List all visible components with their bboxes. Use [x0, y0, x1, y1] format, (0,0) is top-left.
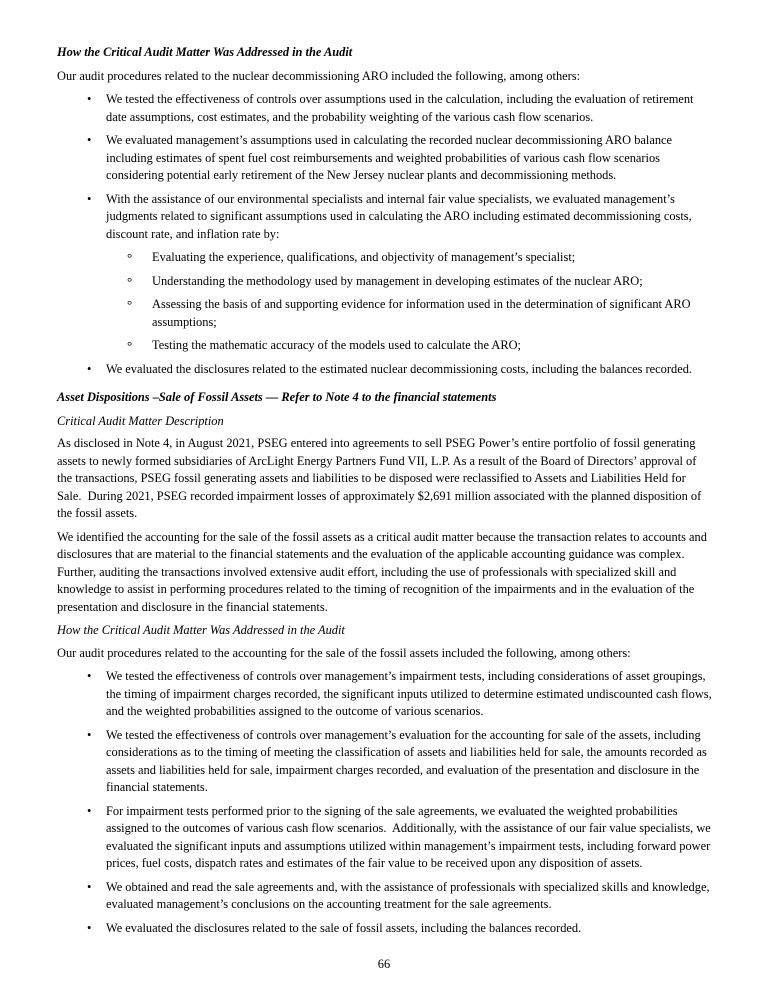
paragraph-fossil-disclosed: As disclosed in Note 4, in August 2021, PSEG entered into agreements to sell PSEG Power’s entire portfolio of fossil generating assets to newly formed subsidiaries of ArcLight Energy Partners Fund VII, L.P. As a result of the Board of Directors’ approval of the transactions, PSEG fossil generating assets and liabilities to be disposed were reclassified to Assets and Liabilities Held for Sale. During 2021, PSEG recorded impairment losses of approximately $2,691 million associated with the planned disposition of the fossil assets. — [57, 436, 705, 520]
bullet-marker: • — [87, 133, 92, 147]
sub-bullet-marker: ° — [127, 250, 133, 265]
bullet-item-nuclear-specialists — [57, 191, 713, 244]
bullet-item-fossil-disclosures — [57, 920, 713, 938]
sub-bullet-item-assessing — [57, 296, 713, 331]
bullet-marker: • — [87, 803, 92, 818]
sub-bullet-text: Evaluating the experience, qualifications, and objectivity of management’s specialist; — [152, 250, 576, 264]
bullet-marker: • — [87, 92, 92, 106]
bullet-text: With the assistance of our environmental specialists and internal fair value specialists, we evaluated management’s judgments related to significant assumptions used in calculating the ARO including estimated decommissioning costs, discount rate, and inflation rate by: — [106, 191, 695, 241]
paragraph-nuclear-intro: Our audit procedures related to the nuclear decommissioning ARO included the following, among others: — [57, 68, 581, 83]
bullet-item-fossil-impairment-controls — [57, 668, 713, 721]
sub-bullet-item-evaluating — [57, 249, 713, 267]
page-content — [57, 44, 713, 943]
subheading-how-addressed-fossil: How the Critical Audit Matter Was Addressed in the Audit — [57, 623, 345, 637]
bullet-marker: • — [87, 669, 92, 683]
sub-bullet-marker: ° — [127, 338, 133, 353]
bullet-text: We tested the effectiveness of controls over management’s impairment tests, including considerations of asset groupings, the timing of impairment charges recorded, the significant inputs utilized to determine estimated undiscounted cash flows, and the weighted probabilities assigned to the outcome of various scenarios. — [106, 669, 715, 718]
sub-bullet-marker: ° — [127, 297, 133, 312]
bullet-marker: • — [87, 727, 92, 742]
subheading-critical-audit-matter-description: Critical Audit Matter Description — [57, 413, 224, 428]
sub-bullet-item-testing — [57, 337, 713, 355]
heading-asset-dispositions: Asset Dispositions –Sale of Fossil Assets — Refer to Note 4 to the financial statements — [57, 390, 497, 404]
bullet-marker: • — [87, 191, 92, 206]
bullet-text: We tested the effectiveness of controls over management’s evaluation for the accounting for sale of the assets, including considerations as to the timing of meeting the classification of assets and liabilities held for sale, the amounts recorded as assets and liabilities held for sale, impairment charges recorded, and evaluation of the presentation and disclosure in the financial statements. — [106, 727, 710, 794]
bullet-item-fossil-sale-controls — [57, 727, 713, 797]
bullet-text: We tested the effectiveness of controls over assumptions used in the calculation, including the evaluation of retirement date assumptions, cost estimates, and the probability weighting of the various cash flow scenarios. — [106, 92, 697, 124]
sub-bullet-text: Understanding the methodology used by management in developing estimates of the nuclear ARO; — [152, 273, 643, 288]
bullet-marker: • — [87, 361, 92, 376]
heading-how-addressed-nuclear: How the Critical Audit Matter Was Addressed in the Audit — [57, 45, 353, 59]
sub-bullet-text: Assessing the basis of and supporting evidence for information used in the determination of significant ARO assumptions; — [152, 297, 694, 329]
bullet-item-nuclear-controls — [57, 91, 713, 126]
bullet-item-nuclear-disclosures — [57, 361, 713, 379]
paragraph-fossil-intro: Our audit procedures related to the accounting for the sale of the fossil assets included the following, among others: — [57, 645, 631, 660]
page-number: 66 — [377, 957, 391, 971]
bullet-text: We obtained and read the sale agreements and, with the assistance of professionals with specialized skills and knowledge, evaluated management’s conclusions on the accounting treatment for the sale agreements. — [106, 879, 713, 911]
bullet-marker: • — [87, 920, 92, 935]
sub-bullet-text: Testing the mathematic accuracy of the models used to calculate the ARO; — [152, 338, 522, 352]
bullet-marker: • — [87, 879, 92, 894]
bullet-text: For impairment tests performed prior to the signing of the sale agreements, we evaluated the weighted probabilities assigned to the outcomes of various cash flow scenarios. Additionally, with the assistance of our fair value specialists, we evaluated the significant inputs and assumptions utilized within management’s impairment tests, including forward power prices, fuel costs, dispatch rates and estimates of the fair value to be received upon any disposition of assets. — [106, 803, 714, 870]
bullet-item-fossil-sale-agreements — [57, 879, 713, 914]
bullet-item-fossil-impairment-tests — [57, 803, 713, 873]
bullet-text: We evaluated the disclosures related to the sale of fossil assets, including the balances recorded. — [106, 920, 582, 935]
bullet-item-nuclear-assumptions — [57, 132, 713, 185]
paragraph-fossil-identified: We identified the accounting for the sale of the fossil assets as a critical audit matter because the transaction relates to accounts and disclosures that are material to the financial statements and the evaluation of the applicable accounting guidance was complex. Further, auditing the transactions involved extensive audit effort, including the use of professionals with specialized skill and knowledge to assist in performing procedures related to the timing of recognition of the impairments and in the evaluation of the presentation and disclosure in the financial statements. — [57, 529, 711, 614]
bullet-text: We evaluated management’s assumptions used in calculating the recorded nuclear decommissioning ARO balance including estimates of spent fuel cost reimbursements and weighted probabilities of various cash flow scenarios considering potential early retirement of the New Jersey nuclear plants and decommissioning methods. — [106, 133, 676, 182]
sub-bullet-item-understanding — [57, 273, 713, 291]
bullet-text: We evaluated the disclosures related to the estimated nuclear decommissioning costs, including the balances recorded. — [106, 361, 692, 376]
sub-bullet-marker: ° — [127, 273, 133, 289]
